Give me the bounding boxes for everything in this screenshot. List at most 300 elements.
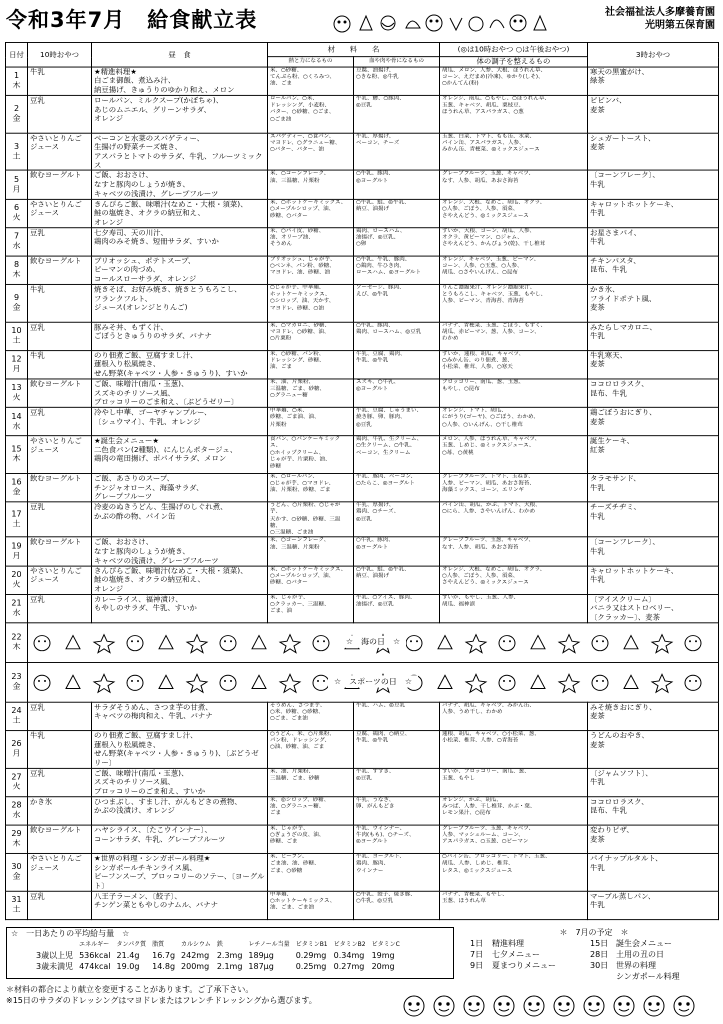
green-foods-cell: オレンジ、キャベツ、玉葱、ピーマン、 コーン、人参、○玉葱、○人参、 胡瓜、○さやいんげん、○昆布 (440, 256, 588, 284)
am-snack-cell: 豆乳 (28, 95, 92, 133)
schedule-row (470, 971, 718, 982)
nutrition-cell: 2.3mg (216, 951, 243, 960)
nutrition-title: ☆ 一日あたりの平均給与量 ☆ (11, 929, 130, 938)
date-cell (6, 95, 28, 133)
am-snack-cell: 飲むヨーグルト (28, 473, 92, 501)
yellow-foods-cell: 牛乳、すずき、 ◎豆乳 (354, 768, 440, 796)
green-foods-cell: メロン、人参、ほうれん草、キャベツ、 玉葱、しめじ、◎ミックスジュース、 ○苺、○黄桃 (440, 436, 588, 474)
col-header-green: 体の調子を整えるもの (440, 57, 588, 67)
pm-snack-cell: お星さまパイ、 牛乳 (588, 227, 719, 255)
green-foods-cell: 胡瓜、メロン、人参、大根、ほうれん草、 コーン、えだまめ(冷凍)、ゆかり(しそ)、 ○かんてん(粉) (440, 67, 588, 95)
red-foods-cell: 中華麺、○米、 砂糖、ごま油、油、 片栗粉 (268, 407, 354, 435)
weekday: 土 (12, 519, 21, 529)
red-foods-cell: 米、○パイ皮、砂糖、 油、オリーブ油、 そうめん (268, 227, 354, 255)
menu-row (6, 594, 719, 622)
date-cell (6, 284, 28, 322)
note-line: ※15日のサラダのドレッシングはマヨドレまたはフレンチドレッシングから選びます。 (6, 996, 317, 1005)
nutrition-header-cell (33, 939, 76, 950)
weekday: 火 (12, 393, 21, 402)
holiday-label: ☆ スポーツの日 ☆ (328, 676, 418, 688)
menu-row (6, 436, 719, 474)
lunch-cell: きんぴらご飯、味噌汁(なめこ・大根・須菜)、 鮭の塩焼き、オクラの納豆和え、 オレンジ (92, 566, 268, 594)
schedule-row (470, 960, 718, 971)
pm-snack-cell: 変わりピザ、 麦茶 (588, 825, 719, 853)
day-number: 22 (11, 633, 22, 642)
yellow-foods-cell: 牛乳、厚揚げ、 ベーコン、チーズ (354, 133, 440, 171)
nutrition-cell: 3歳未満児 (36, 962, 74, 971)
lunch-cell: ご飯、おおさけ、 なすと豚肉のしょうが焼き、 キャベツの浅漬け、グレープフルーツ (92, 537, 268, 565)
green-foods-cell: りんご濃縮果汁、オレンジ濃縮果汁、 とうもろこし、キャベツ、玉葱、もやし、 人参、ピーマン、青海苔、青海苔 (440, 284, 588, 322)
green-foods-cell: すいか、大根、コーン、胡瓜、人参、 オクラ、黄ピーマン、○ジャム、 さやえんどう、かんぴょう(乾)、干し椎茸 (440, 227, 588, 255)
am-snack-cell: やさいとりんご ジュース (28, 566, 92, 594)
red-foods-cell: 米、じゃが芋、 ○クラッカー、三温糖、 ごま、油 (268, 594, 354, 622)
menu-row (6, 566, 719, 594)
lunch-cell: ひつまぶし、すまし汁、がんもどきの煮物、 かぶの浅漬け、オレンジ (92, 797, 268, 825)
am-snack-cell: やさいとりんご ジュース (28, 436, 92, 474)
nutrition-row (33, 961, 403, 972)
yellow-foods-cell: 牛乳、鯵、○豚肉、 ◎豆乳 (354, 95, 440, 133)
nutrition-box (6, 927, 454, 979)
green-foods-cell: オレンジ、南瓜、○もやし、○ほうれん草、 玉葱、キャベツ、胡瓜、粟枝豆、 ほうれん草、アスパラガス、○葱 (440, 95, 588, 133)
pm-snack-cell: チキンパスタ、 昆布、牛乳 (588, 256, 719, 284)
lunch-cell: サラダそうめん、さつま芋の甘煮、 キャベツの梅肉和え、牛乳、バナナ (92, 702, 268, 730)
schedule-event: 七夕メニュー (492, 950, 540, 959)
day-number: 1 (13, 71, 20, 81)
date-cell (6, 662, 28, 702)
weekday: 火 (12, 579, 21, 589)
schedule-box (470, 927, 718, 982)
nutrition-row (33, 950, 403, 961)
note-line: ＊材料の都合により献立を変更することがあります。ご了承下さい。 (6, 985, 254, 994)
schedule-date: 30日 (590, 961, 609, 970)
day-number: 15 (11, 445, 22, 454)
nutrition-cell: 20mg (371, 962, 395, 971)
nutrition-cell: 19mg (371, 951, 395, 960)
yellow-foods-cell: ○牛乳、餃子、焼き豚、 ○牛乳、◎豆乳 (354, 891, 440, 919)
red-foods-cell: 米、○砂糖、パン粉、 ドレッシング、砂糖、 油、ごま (268, 350, 354, 378)
day-number: 23 (11, 672, 22, 682)
nutrition-cell: 3歳以上児 (36, 951, 74, 960)
am-snack-cell: 豆乳 (28, 502, 92, 537)
red-foods-cell: 食パン、○パンケーキミックス、 ○ホイップクリーム、 じゃが芋、片栗粉、油、 砂糖 (268, 436, 354, 474)
green-foods-cell: オレンジ、大根、なめこ、胡瓜、オクラ、 ○人参、ごぼう、人参、須菜、 さやえんどう、◎ミックスジュース (440, 199, 588, 227)
yellow-foods-cell: 豆腐、鶏肉、○納豆、 牛乳、◎牛乳 (354, 730, 440, 768)
yellow-foods-cell: 鶏肉、ロースハム、 油揚げ、◎豆乳、 ○卵 (354, 227, 440, 255)
yellow-foods-cell: 牛乳、うなぎ、 卵、がんもどき (354, 797, 440, 825)
yellow-foods-cell: ○牛乳、鮭、◎牛乳、 納豆、油揚げ (354, 566, 440, 594)
day-number: 28 (11, 801, 22, 810)
date-cell (6, 768, 28, 796)
weekday: 金 (12, 682, 21, 691)
red-foods-cell: 米、ビーフン、 ごま油、油、砂糖、 ごま、○砂糖 (268, 853, 354, 891)
yellow-foods-cell: 牛乳、ウインナー、 牛肉(もも)、○チーズ、 ◎ヨーグルト (354, 825, 440, 853)
day-number: 20 (11, 570, 22, 579)
nutrition-cell: 0.27mg (333, 962, 365, 971)
red-foods-cell: 米、○砂糖、 てんぷら粉、○くろみつ、 油、ごま (268, 67, 354, 95)
green-foods-cell: すいか、もやし、玉葱、人参、 胡瓜、福神漬 (440, 594, 588, 622)
nutrition-cell: 187μg (248, 962, 274, 971)
weekday: 水 (12, 608, 21, 617)
holiday-band (28, 623, 719, 663)
menu-row (6, 95, 719, 133)
weekday: 木 (12, 454, 21, 464)
date-cell (6, 825, 28, 853)
nutrition-cell: 474kcal (79, 962, 111, 971)
date-cell (6, 891, 28, 919)
am-snack-cell: 牛乳 (28, 730, 92, 768)
weekday: 金 (12, 114, 21, 123)
menu-row (6, 199, 719, 227)
col-header-lunch: 昼 食 (92, 42, 268, 66)
lunch-cell: 冷やし中華、ゴーヤチャンプルー、 〔シュウマイ〕、牛乳、オレンジ (92, 407, 268, 435)
day-number: 29 (11, 829, 22, 839)
nutrition-cell: 189μg (248, 951, 274, 960)
red-foods-cell: うどん、○片栗粉、○じゃが芋、 天かす、○砂糖、砂糖、三温糖、 ○三温糖、ごま油 (268, 502, 354, 537)
am-snack-cell: 豆乳 (28, 322, 92, 350)
yellow-foods-cell: スズキ、○牛乳、 ◎ヨーグルト (354, 379, 440, 407)
org-line-2: 光明第五保育園 (645, 20, 715, 31)
day-number: 26 (11, 739, 22, 749)
lunch-cell: ブリオッシュ、ポテトスープ、 ピーマンの肉づめ、 コールスローサラダ、オレンジ (92, 256, 268, 284)
am-snack-cell: 豆乳 (28, 227, 92, 255)
am-snack-cell: 飲むヨーグルト (28, 537, 92, 565)
lunch-cell: 七夕寿司、天の川汁、 鶏肉のみそ焼き、短冊サラダ、すいか (92, 227, 268, 255)
green-foods-cell: バナナ、青梗菜、玉葱、ごぼう、もずく、 胡瓜、赤ピーマン、葱、人参、コーン、 わかめ (440, 322, 588, 350)
weekday: 金 (12, 872, 21, 881)
day-number: 3 (13, 142, 20, 151)
nutrition-header-cell: 鉄 (216, 941, 223, 948)
green-foods-cell: ブロッコリー、南瓜、葱、玉葱、 もやし、○昆布 (440, 379, 588, 407)
yellow-foods-cell: ○牛乳、豚肉、 ◎ヨーグルト (354, 537, 440, 565)
pm-snack-cell: ビビンバ、 麦茶 (588, 95, 719, 133)
menu-row (6, 891, 719, 919)
lunch-cell: カレーライス、福神漬け、 もやしのサラダ、牛乳、すいか (92, 594, 268, 622)
date-cell (6, 227, 28, 255)
pm-snack-cell: マーブル蒸しパン、 牛乳 (588, 891, 719, 919)
lunch-cell: のり佃煮ご飯、豆腐すまし汁、 蓮根入り松風焼き、 せん野菜(キャベツ・人参・きゅうり)、〔ぶどうゼリー〕 (92, 730, 268, 768)
nutrition-cell: 19.0g (116, 962, 140, 971)
date-cell (6, 623, 28, 663)
day-number: 2 (13, 104, 20, 114)
schedule-date: 7日 (470, 950, 484, 959)
weekday: 月 (12, 364, 21, 374)
nutrition-cell: 21.4g (116, 951, 140, 960)
day-number: 21 (11, 598, 22, 608)
nutrition-header-cell: ビタミンB2 (333, 941, 366, 948)
page-title: 令和3年7月 給食献立表 (6, 8, 258, 32)
date-cell (6, 170, 28, 198)
pm-snack-cell: シュガートースト、 麦茶 (588, 133, 719, 171)
lunch-cell: ★世界の料理・シンガポール料理★ シンガポールチキンライス風、 ビーフンスープ、ブロッコリーのソテー、〔ヨーグルト〕 (92, 853, 268, 891)
menu-row (6, 473, 719, 501)
holiday-row (6, 662, 719, 702)
weekday: 木 (12, 270, 21, 279)
red-foods-cell: ロールパン、○米、 ドレッシング、小麦粉、 バター、○砂糖、○ごま、 ○ごま油 (268, 95, 354, 133)
red-foods-cell: 米、○ロールパン、 ○じゃが芋、○マヨドレ、 油、片栗粉、砂糖、ごま (268, 473, 354, 501)
am-snack-cell: 牛乳 (28, 284, 92, 322)
organization-name (605, 6, 715, 32)
day-number: 5 (13, 175, 20, 184)
menu-row (6, 227, 719, 255)
weekday: 木 (12, 642, 21, 651)
holiday-band (28, 662, 719, 702)
green-foods-cell: オレンジ、大根、なめこ、胡瓜、オクラ、 ○人参、ごぼう、人参、須菜、 さやえんどう、◎ミックスジュース (440, 566, 588, 594)
holiday-label: ☆ 海の日 ☆ (340, 636, 406, 648)
day-number: 27 (11, 772, 22, 782)
lunch-cell: きんぴらご飯、味噌汁(なめこ・大根・須菜)、 鮭の塩焼き、オクラの納豆和え、 オレンジ (92, 199, 268, 227)
weekday: 月 (12, 749, 21, 758)
weekday: 月 (12, 551, 21, 560)
lunch-cell: のり佃煮ご飯、豆腐すまし汁、 蓮根入り松風焼き、 せん野菜(キャベツ・人参・きゅうり)、すいか (92, 350, 268, 378)
nutrition-header-cell: カルシウム (181, 941, 211, 948)
nutrition-header-cell: レチノール当量 (248, 941, 290, 948)
nutrition-cell: 16.7g (152, 951, 176, 960)
menu-row (6, 284, 719, 322)
green-foods-cell: グレープフルーツ、玉葱、キャベツ、 なす、人参、胡瓜、あおさ海苔 (440, 537, 588, 565)
am-snack-cell: 飲むヨーグルト (28, 256, 92, 284)
green-foods-cell: オレンジ、かぶ、胡瓜、 みつば、人参、干し椎茸、かぶ・葉、 レモン果汁、○昆布 (440, 797, 588, 825)
nutrition-cell: 0.34mg (333, 951, 365, 960)
red-foods-cell: ブリオッシュ、じゃが芋、 ○ペンネ、パン粉、砂糖、 マヨドレ、油、砂糖、油 (268, 256, 354, 284)
weekday: 火 (12, 213, 21, 222)
menu-row (6, 133, 719, 171)
red-foods-cell: ○じゃが芋、中華麺、 ホットケーキミックス、 ○シロップ、油、天かす、 マヨドレ、砂糖、○油 (268, 284, 354, 322)
menu-row (6, 797, 719, 825)
am-snack-cell: やさいとりんご ジュース (28, 199, 92, 227)
pm-snack-cell: みそ焼きおにぎり、 麦茶 (588, 702, 719, 730)
menu-row (6, 256, 719, 284)
pm-snack-cell: うどんのおやき、 麦茶 (588, 730, 719, 768)
pm-snack-cell: 牛乳寒天、 麦茶 (588, 350, 719, 378)
am-snack-cell: やさいとりんご ジュース (28, 853, 92, 891)
col-header-am-snack: 10時おやつ (28, 42, 92, 66)
pm-snack-cell: 〔コーンフレーク〕、 牛乳 (588, 170, 719, 198)
red-foods-cell: 米、油、片栗粉、 三温糖、ごま、砂糖 (268, 768, 354, 796)
pm-snack-cell: ココロロラスク、 昆布、牛乳 (588, 379, 719, 407)
menu-row (6, 537, 719, 565)
menu-row (6, 350, 719, 378)
am-snack-cell: かき氷 (28, 797, 92, 825)
menu-row (6, 768, 719, 796)
day-number: 30 (11, 862, 22, 872)
day-number: 9 (13, 293, 20, 303)
green-foods-cell: バナナ、胡瓜、キャベツ、みかん缶、 人参、うめ干し、わかめ (440, 702, 588, 730)
red-foods-cell: 米、○コーンフレーク、 油、三温糖、片栗粉 (268, 170, 354, 198)
day-number: 10 (11, 326, 22, 336)
nutrition-cell: 2.1mg (216, 962, 243, 971)
schedule-event: 土用の丑の日 (616, 950, 664, 959)
lunch-cell: ご飯、味噌汁(南瓜・玉葱)、 スズキのチリソース風、 ブロッコリーのごま和え、〔ぶどうゼリー〕 (92, 379, 268, 407)
menu-row (6, 379, 719, 407)
green-foods-cell: 玉葱、白菜、トマト、もも缶、水菜、 パイン缶、アスパラガス、人参、 みかん缶、青梗菜、◎ミックスジュース (440, 133, 588, 171)
red-foods-cell: 米、○ホットケーキミックス、 ○メープルシロップ、油、 砂糖、○バター (268, 199, 354, 227)
yellow-foods-cell: 豆腐、油揚げ、 ○きな粉、◎牛乳 (354, 67, 440, 95)
pm-snack-cell: ココロロラスク、 昆布、牛乳 (588, 797, 719, 825)
schedule-event: 精進料理 (492, 939, 524, 948)
lunch-cell: ご飯、味噌汁(南瓜・玉葱)、 スズキのチリソース風、 ブロッコリーのごま和え、すいか (92, 768, 268, 796)
yellow-foods-cell: 牛乳、豚肉、ベーコン、 ○たらこ、◎ヨーグルト (354, 473, 440, 501)
green-foods-cell: パイン缶、胡瓜、かぶ、トマト、大根、 ○にら、人参、さやいんげん、わかめ (440, 502, 588, 537)
yellow-foods-cell: 牛乳、豆腐、しゅうまい、 焼き豚、卵、豚肉、 ◎豆乳 (354, 407, 440, 435)
col-header-date: 日付 (6, 42, 28, 66)
org-line-1: 社会福祉法人多摩養育園 (605, 7, 715, 18)
red-foods-cell: そうめん、さつま芋、 ○米、砂糖、○砂糖、 ○ごま、ごま油 (268, 702, 354, 730)
yellow-foods-cell: ○牛乳、豚肉、 鶏肉、ロースハム、◎豆乳 (354, 322, 440, 350)
weekday: 金 (12, 487, 21, 497)
green-foods-cell: すいか、蓮根、胡瓜、キャベツ、 ○みかん缶、のり佃煮、葱、 小松菜、椎茸、人参、○寒天 (440, 350, 588, 378)
yellow-foods-cell: ○牛乳、鮭、◎牛乳、 納豆、油揚げ (354, 199, 440, 227)
schedule-date: 1日 (470, 939, 484, 948)
day-number: 8 (13, 260, 20, 270)
day-number: 6 (13, 203, 20, 213)
decorative-faces (400, 992, 718, 1020)
lunch-cell: ご飯、あさりのスープ、 チンジャオロース、海藻サラダ、 グレープフルーツ (92, 473, 268, 501)
weekday: 水 (12, 810, 21, 820)
nutrition-cell: 242mg (181, 951, 210, 960)
weekday: 水 (12, 421, 21, 431)
green-foods-cell: グレープフルーツ、玉葱、キャベツ、 人参、マッシュルーム、コーン、 アスパラガス、○玉葱、○ピーマン (440, 825, 588, 853)
weekday: 火 (12, 782, 21, 791)
notes (6, 984, 317, 1006)
red-foods-cell: スパゲティー、○食パン、 マヨドレ、○グラニュー糖、 ○バター、バター、油 (268, 133, 354, 171)
menu-row (6, 702, 719, 730)
green-foods-cell: すいか、ブロッコリー、南瓜、葱、 玉葱、もやし (440, 768, 588, 796)
date-cell (6, 322, 28, 350)
pm-snack-cell: パイナップルタルト、 牛乳 (588, 853, 719, 891)
am-snack-cell: 飲むヨーグルト (28, 825, 92, 853)
green-foods-cell: オレンジ、トマト、胡瓜、 にがうり(ゴーヤ)、○ごぼう、わかめ、 ○人参、○いんげん、○干し椎茸 (440, 407, 588, 435)
lunch-cell: 豚みそ丼、もずく汁、 ごぼうときゅうりのサラダ、バナナ (92, 322, 268, 350)
yellow-foods-cell: 牛乳、○アイス、豚肉、 油揚げ、◎豆乳 (354, 594, 440, 622)
menu-table (5, 42, 719, 920)
nutrition-header-cell: 脂質 (152, 941, 165, 948)
lunch-cell: 八王子ラーメン、〔餃子〕、 チンゲン菜ともやしのナムル、バナナ (92, 891, 268, 919)
am-snack-cell: 豆乳 (28, 768, 92, 796)
date-cell (6, 407, 28, 435)
date-cell (6, 473, 28, 501)
yellow-foods-cell: ソーセージ、豚肉、 えび、◎牛乳 (354, 284, 440, 322)
pm-snack-cell: タラモサンド、 牛乳 (588, 473, 719, 501)
weekday: 土 (12, 716, 21, 725)
decorative-illustrations (330, 10, 555, 36)
am-snack-cell: 豆乳 (28, 702, 92, 730)
red-foods-cell: 米、○マカロニ、砂糖、 マヨドレ、○砂糖、油、 ○片栗粉 (268, 322, 354, 350)
day-number: 13 (11, 383, 22, 393)
schedule-event: シンガポール料理 (616, 972, 680, 981)
weekday: 金 (12, 303, 21, 312)
yellow-foods-cell: 牛乳、ヨーグルト、 鶏肉、豚肉、 ウインナー (354, 853, 440, 891)
date-cell (6, 67, 28, 95)
day-number: 12 (11, 355, 22, 364)
date-cell (6, 436, 28, 474)
date-cell (6, 566, 28, 594)
nutrition-cell: 200mg (181, 962, 210, 971)
nutrition-cell: 14.8g (152, 962, 176, 971)
menu-row (6, 322, 719, 350)
green-foods-cell: グレープフルーツ、トマト、玉ねぎ、 人参、ピーマン、胡瓜、あおさ海苔、 海藻ミックス、コーン、エリンギ (440, 473, 588, 501)
day-number: 19 (11, 541, 22, 551)
pm-snack-cell: 誕生ケーキ、 紅茶 (588, 436, 719, 474)
date-cell (6, 133, 28, 171)
pm-snack-cell: 〔コーンフレーク〕、 牛乳 (588, 537, 719, 565)
am-snack-cell: 牛乳 (28, 350, 92, 378)
green-foods-cell: グレープフルーツ、玉葱、キャベツ、 なす、人参、胡瓜、あおさ海苔 (440, 170, 588, 198)
date-cell (6, 730, 28, 768)
lunch-cell: 焼きそば、お好み焼き、焼きとうもろこし、 フランクフルト、 ジュース(オレンジとりんご) (92, 284, 268, 322)
schedule-date (590, 971, 616, 982)
red-foods-cell: 米、◎シロップ、砂糖、 油、○グラニュー糖、 ごま (268, 797, 354, 825)
weekday: 土 (12, 151, 21, 161)
am-snack-cell: 豆乳 (28, 407, 92, 435)
day-number: 31 (11, 895, 22, 905)
red-foods-cell: 中華麺、 ○ホットケーキミックス、 油、ごま、ごま油 (268, 891, 354, 919)
am-snack-cell: 豆乳 (28, 594, 92, 622)
menu-row (6, 853, 719, 891)
red-foods-cell: 米、じゃが芋、 ○ぎょうざの皮、油、 砂糖、ごま (268, 825, 354, 853)
menu-row (6, 170, 719, 198)
red-foods-cell: 米、○コーンフレーク、 油、三温糖、片栗粉 (268, 537, 354, 565)
day-number: 7 (13, 232, 20, 241)
yellow-foods-cell: 鶏肉、牛乳、生クリーム、 ○生クリーム、○牛乳、 ベーコン、生クリーム (354, 436, 440, 474)
date-cell (6, 502, 28, 537)
schedule-event: 夏まつりメニュー (492, 961, 556, 970)
nutrition-cell: 0.25mg (295, 962, 327, 971)
schedule-title: ＊ 7月の予定 ＊ (559, 928, 629, 937)
menu-body (6, 67, 719, 920)
schedule-row (470, 949, 718, 960)
pm-snack-cell: みたらしマカロニ、 牛乳 (588, 322, 719, 350)
date-cell (6, 594, 28, 622)
nutrition-header-cell: タンパク質 (116, 941, 147, 948)
schedule-event: 誕生会メニュー (616, 939, 672, 948)
date-cell (6, 702, 28, 730)
nutrition-header-row (33, 939, 403, 950)
day-number: 14 (11, 412, 22, 421)
menu-row (6, 825, 719, 853)
schedule-row (470, 938, 718, 949)
lunch-cell: 冷麦のぬきうどん、生揚げのしぐれ煮、 かぶの酢の物、パイン缶 (92, 502, 268, 537)
menu-row (6, 502, 719, 537)
lunch-cell: ★誕生会メニュー★ 二色食パン(2種類)、にんじんポタージュ、 鶏肉の竜田揚げ、ポパイサラダ、メロン (92, 436, 268, 474)
weekday: 土 (12, 336, 21, 345)
red-foods-cell: 米、○ホットケーキミックス、 ○メープルシロップ、油、 砂糖、○バター (268, 566, 354, 594)
col-header-pm-snack: 3時おやつ (588, 42, 719, 66)
weekday: 木 (12, 80, 21, 90)
date-cell (6, 199, 28, 227)
nutrition-cell: 536kcal (79, 951, 111, 960)
nutrition-table (33, 939, 403, 972)
am-snack-cell: やさいとりんご ジュース (28, 133, 92, 171)
yellow-foods-cell: 牛乳、厚揚げ、 鶏肉、○チーズ、 ◎豆乳 (354, 502, 440, 537)
schedule-date: 28日 (590, 950, 609, 959)
nutrition-header-cell: ビタミンB1 (295, 941, 328, 948)
pm-snack-cell: 鶏ごぼうおにぎり、 麦茶 (588, 407, 719, 435)
schedule-date: 9日 (470, 961, 484, 970)
date-cell (6, 797, 28, 825)
weekday: 水 (12, 241, 21, 251)
day-number: 16 (11, 478, 22, 487)
nutrition-header-cell: エネルギー (79, 941, 110, 948)
yellow-foods-cell: ○牛乳、豚肉、 ◎ヨーグルト (354, 170, 440, 198)
green-foods-cell: 蓮根、胡瓜、キャベツ、○小松菜、葱、 小松菜、椎茸、人参、○青海苔 (440, 730, 588, 768)
am-snack-cell: 飲むヨーグルト (28, 379, 92, 407)
schedule-event (492, 971, 590, 982)
red-foods-cell: 米、油、片栗粉、 三温糖、ごま、砂糖、 ○グラニュー糖 (268, 379, 354, 407)
col-header-materials: 材 料 名 (268, 42, 440, 56)
date-cell (6, 379, 28, 407)
yellow-foods-cell: ○牛乳、牛乳、豚肉、 ○鶏肉、牛ひき肉、 ロースハム、◎ヨーグルト (354, 256, 440, 284)
lunch-cell: ベーコンと水菜のスパゲティー、 生揚げの野菜チーズ焼き、 アスパラとトマトのサラダ、牛乳、フルーツミックス (92, 133, 268, 171)
